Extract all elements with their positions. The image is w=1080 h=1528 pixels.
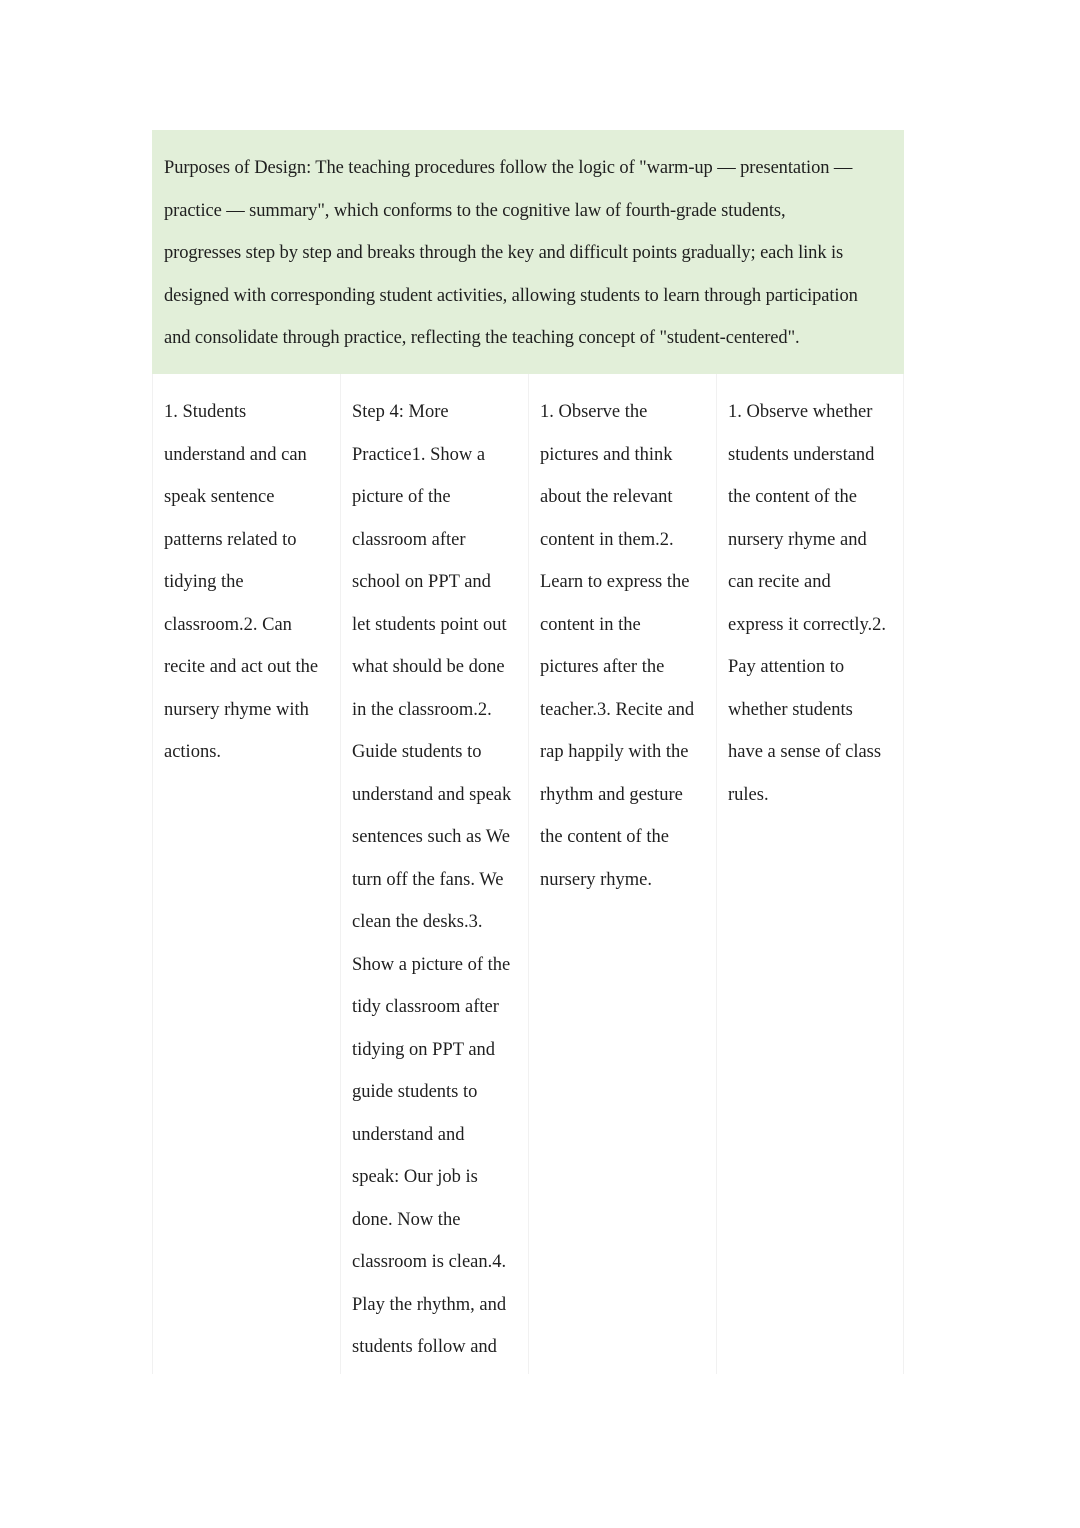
cell-line: clean the desks.3. bbox=[352, 912, 483, 932]
table-row bbox=[152, 374, 904, 1374]
cell-line: speak: Our job is bbox=[352, 1167, 478, 1187]
cell-line: content in them.2. bbox=[540, 529, 674, 550]
cell-line: students understand bbox=[728, 444, 875, 465]
cell-line: content in the bbox=[540, 614, 641, 635]
cell-line: 1. Observe whether bbox=[728, 402, 873, 422]
cell-line: 1. Students bbox=[164, 402, 247, 422]
cell-line: turn off the fans. We bbox=[352, 869, 504, 890]
cell-line: school on PPT and bbox=[352, 572, 491, 592]
cell-line: nursery rhyme and bbox=[728, 529, 867, 550]
cell-line: Show a picture of the bbox=[352, 954, 511, 975]
purpose-of-design-cell bbox=[152, 130, 904, 374]
cell-line: speak sentence bbox=[164, 487, 275, 507]
cell-line: nursery rhyme. bbox=[540, 869, 652, 890]
cell-line: recite and act out the bbox=[164, 657, 319, 677]
cell-line: understand and can bbox=[164, 444, 307, 465]
cell-line: rules. bbox=[728, 784, 769, 805]
cell-line: 1. Observe the bbox=[540, 402, 648, 422]
cell-line: Play the rhythm, and bbox=[352, 1294, 507, 1315]
cell-line: guide students to bbox=[352, 1082, 478, 1102]
cell-line: classroom is clean.4. bbox=[352, 1252, 507, 1272]
cell-line: let students point out bbox=[352, 614, 507, 635]
cell-line: tidy classroom after bbox=[352, 997, 499, 1017]
cell-line: patterns related to bbox=[164, 529, 297, 550]
cell-line: rap happily with the bbox=[540, 742, 689, 762]
cell-line: students follow and bbox=[352, 1337, 497, 1357]
lesson-plan-table bbox=[152, 130, 904, 1374]
cell-line: classroom after bbox=[352, 529, 466, 550]
cell-line: sentences such as We bbox=[352, 827, 510, 847]
cell-line: tidying the bbox=[164, 572, 244, 592]
teacher-activities-cell bbox=[341, 374, 529, 1374]
cell-line: teacher.3. Recite and bbox=[540, 699, 695, 720]
cell-line: pictures and think bbox=[540, 444, 673, 465]
cell-line: pictures after the bbox=[540, 657, 665, 677]
purpose-line: practice — summary", which conforms to the cognitive law of fourth-grade students, bbox=[164, 200, 786, 221]
cell-line: rhythm and gesture bbox=[540, 784, 683, 805]
cell-line: can recite and bbox=[728, 572, 831, 592]
cell-line: tidying on PPT and bbox=[352, 1039, 496, 1060]
cell-line: the content of the bbox=[728, 487, 857, 507]
cell-line: in the classroom.2. bbox=[352, 699, 492, 720]
cell-line: picture of the bbox=[352, 487, 451, 507]
purpose-line: Purposes of Design: The teaching procedures follow the logic of "warm-up — presentation — bbox=[164, 158, 853, 178]
cell-line: whether students bbox=[728, 699, 853, 720]
cell-line: Learn to express the bbox=[540, 572, 690, 592]
cell-line: classroom.2. Can bbox=[164, 614, 292, 635]
purpose-line: designed with corresponding student activities, allowing students to learn through participation bbox=[164, 285, 858, 306]
teaching-objectives-cell bbox=[153, 374, 341, 1374]
cell-line: the content of the bbox=[540, 827, 669, 847]
purpose-line: progresses step by step and breaks through the key and difficult points gradually; each link is bbox=[164, 243, 844, 263]
cell-line: understand and speak bbox=[352, 784, 512, 805]
cell-line: have a sense of class bbox=[728, 742, 882, 762]
cell-line: express it correctly.2. bbox=[728, 614, 887, 635]
cell-line: about the relevant bbox=[540, 487, 673, 507]
cell-line: understand and bbox=[352, 1124, 465, 1145]
cell-line: nursery rhyme with bbox=[164, 699, 309, 720]
cell-line: Practice1. Show a bbox=[352, 444, 486, 465]
cell-line: actions. bbox=[164, 742, 222, 762]
cell-line: done. Now the bbox=[352, 1209, 461, 1230]
cell-line: Guide students to bbox=[352, 742, 482, 762]
cell-line: what should be done bbox=[352, 657, 505, 677]
student-activities-cell bbox=[529, 374, 717, 1374]
assessment-cell bbox=[717, 374, 903, 1374]
purpose-line: and consolidate through practice, reflecting the teaching concept of "student-centered". bbox=[164, 328, 800, 348]
cell-line: Pay attention to bbox=[728, 657, 845, 677]
cell-line: Step 4: More bbox=[352, 402, 449, 422]
